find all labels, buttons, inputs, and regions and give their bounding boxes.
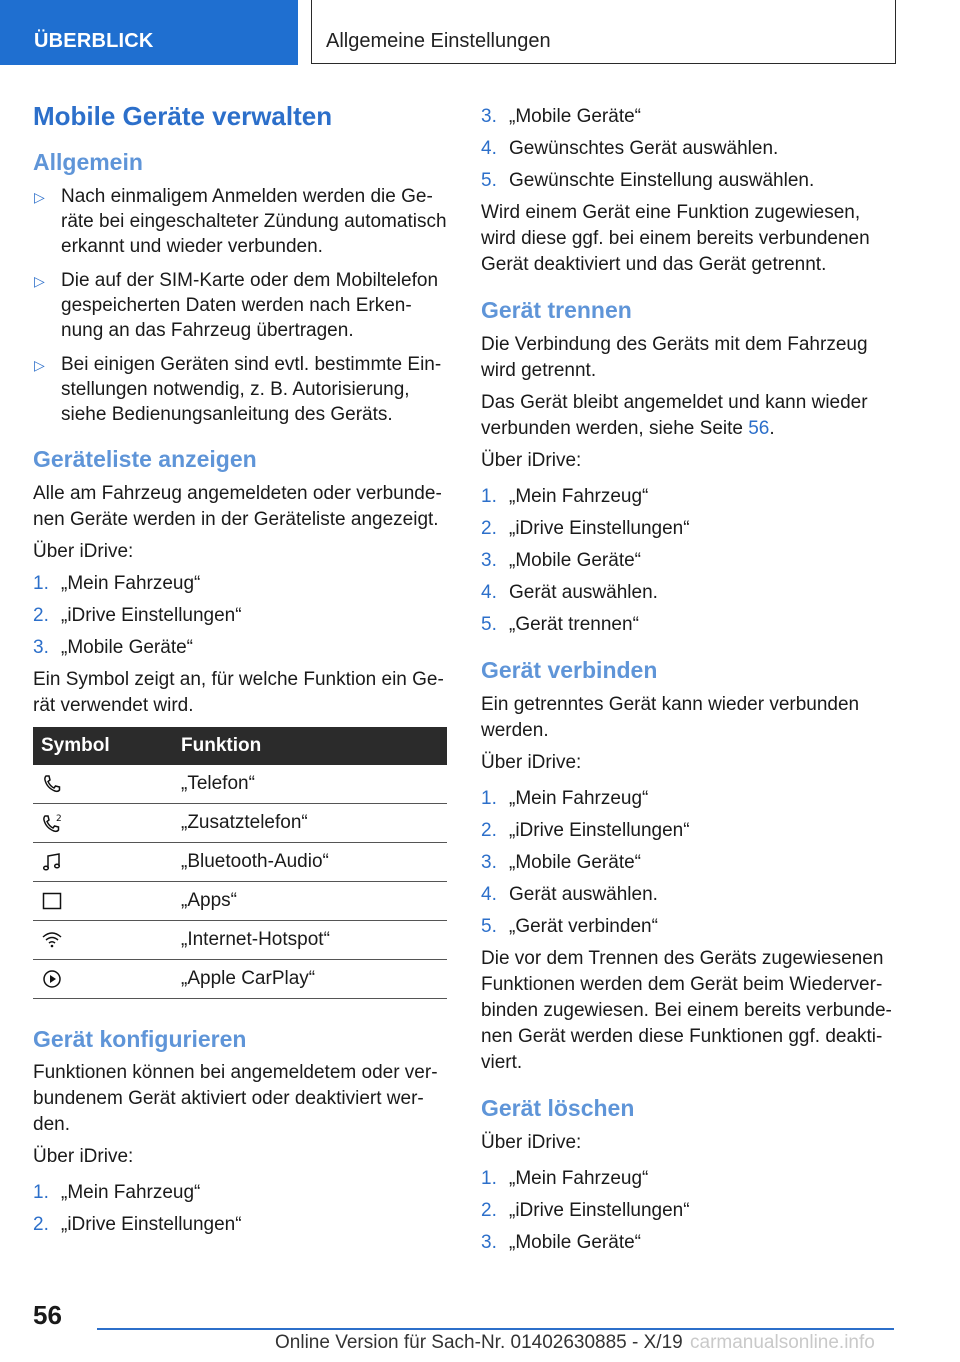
list-item: ▷ Nach einmaligem Anmelden werden die Geräte bei eingeschalteter Zündung automatisch erkannt und wieder verbunden. bbox=[34, 185, 447, 257]
table-row bbox=[33, 765, 447, 804]
list-item: 1. „Mein Fahrzeug“ bbox=[33, 572, 201, 594]
list-item: 1. „Mein Fahrzeug“ bbox=[481, 485, 649, 507]
music-note-icon bbox=[41, 851, 63, 873]
table-row bbox=[33, 920, 447, 959]
table-cell: „Bluetooth-Audio“ bbox=[173, 842, 447, 881]
heading-trennen: Gerät trennen bbox=[481, 297, 632, 323]
table-row bbox=[33, 881, 447, 920]
list-item: 2. „iDrive Einstellungen“ bbox=[481, 517, 690, 539]
paragraph: Über iDrive: bbox=[33, 540, 134, 562]
paragraph: Wird einem Gerät eine Funktion zugewiesen, wird diese ggf. bei einem bereits verbundenen Gerät deaktiviert und das Gerät getrennt. bbox=[481, 202, 870, 275]
table-row bbox=[33, 842, 447, 881]
list-item: 5. Gewünschte Einstellung auswählen. bbox=[481, 170, 815, 191]
list-item: 1. „Mein Fahrzeug“ bbox=[481, 1167, 649, 1189]
paragraph: Ein getrenntes Gerät kann wieder verbunden werden. bbox=[481, 693, 860, 741]
heading-allgemein: Allgemein bbox=[33, 148, 143, 175]
table-row bbox=[33, 803, 447, 842]
paragraph: Über iDrive: bbox=[481, 449, 582, 471]
triangle-bullet-icon: ▷ bbox=[34, 188, 45, 205]
list-item: 1. „Mein Fahrzeug“ bbox=[33, 1182, 201, 1204]
header-section-tab bbox=[0, 0, 298, 65]
page-title: Mobile Geräte verwalten bbox=[33, 101, 333, 131]
paragraph: Die vor dem Trennen des Geräts zugewiesenen Funktionen werden dem Gerät beim Wiederverbinden zugewiesen. Bei einem bereits verbundenen Gerät werden diese Funktionen ggf. deaktiviert. bbox=[481, 947, 892, 1073]
triangle-bullet-icon: ▷ bbox=[34, 272, 45, 289]
list-item: 2. „iDrive Einstellungen“ bbox=[481, 1199, 690, 1221]
list-item: 5. „Gerät verbinden“ bbox=[481, 915, 658, 937]
section-konfigurieren bbox=[33, 1025, 447, 1239]
table-header-function: Funktion bbox=[173, 727, 447, 765]
paragraph: Funktionen können bei angemeldetem oder verbundenem Gerät aktiviert oder deaktiviert werden. bbox=[33, 1062, 438, 1136]
header-section-label: ÜBERBLICK bbox=[34, 30, 154, 52]
heading-loeschen: Gerät löschen bbox=[481, 1094, 635, 1121]
svg-text:2: 2 bbox=[56, 813, 62, 824]
triangle-bullet-icon: ▷ bbox=[34, 356, 45, 373]
table-cell: „Internet-Hotspot“ bbox=[173, 920, 447, 959]
list-item: ▷ Die auf der SIM-Karte oder dem Mobiltelefon gespeicherten Daten werden nach Erkennung an das Fahrzeug übertragen. bbox=[34, 269, 439, 341]
page-number: 56 bbox=[33, 1300, 62, 1330]
paragraph: Das Gerät bleibt angemeldet und kann wieder verbunden werden, siehe Seite 56. bbox=[481, 391, 868, 439]
list-item: 3. „Mobile Geräte“ bbox=[33, 636, 193, 658]
paragraph: Die Verbindung des Geräts mit dem Fahrzeug wird getrennt. bbox=[481, 333, 868, 381]
table-row bbox=[33, 959, 447, 998]
table-cell: „Telefon“ bbox=[173, 765, 447, 804]
list-item: 3. „Mobile Geräte“ bbox=[481, 851, 641, 873]
step-list bbox=[481, 104, 893, 194]
apps-icon bbox=[41, 890, 63, 912]
table-cell: „Zusatztelefon“ bbox=[173, 803, 447, 842]
list-item: 3. „Mobile Geräte“ bbox=[481, 549, 641, 571]
wifi-hotspot-icon bbox=[41, 929, 63, 951]
list-item: 2. „iDrive Einstellungen“ bbox=[481, 819, 690, 841]
list-item: 3. „Mobile Geräte“ bbox=[481, 106, 641, 127]
list-item: 1. „Mein Fahrzeug“ bbox=[481, 787, 649, 809]
step-list bbox=[481, 786, 893, 940]
list-item: 4. Gewünschtes Gerät auswählen. bbox=[481, 138, 779, 159]
header-chapter-box bbox=[311, 0, 896, 64]
heading-verbinden: Gerät verbinden bbox=[481, 656, 658, 683]
left-column bbox=[33, 100, 447, 1244]
paragraph: Über iDrive: bbox=[33, 1146, 134, 1168]
secondary-phone-icon bbox=[41, 812, 63, 834]
table-header-row bbox=[33, 727, 447, 765]
list-item: 5. „Gerät trennen“ bbox=[481, 613, 639, 635]
section-konfigurieren-cont bbox=[481, 104, 893, 278]
table-header-symbol: Symbol bbox=[33, 727, 173, 765]
step-list bbox=[481, 484, 893, 638]
footer-divider bbox=[97, 1328, 894, 1330]
carplay-icon bbox=[41, 968, 63, 990]
list-item: 2. „iDrive Einstellungen“ bbox=[33, 1214, 242, 1236]
heading-geraeteliste: Geräteliste anzeigen bbox=[33, 445, 257, 472]
section-verbinden bbox=[481, 656, 893, 1076]
symbol-table bbox=[33, 727, 447, 999]
header-chapter-label: Allgemeine Einstellungen bbox=[326, 30, 551, 52]
page-reference-link[interactable]: 56 bbox=[748, 417, 770, 439]
paragraph: Alle am Fahrzeug angemeldeten oder verbundenen Geräte werden in der Geräteliste angezeigt. bbox=[33, 482, 442, 530]
watermark: carmanualsonline.info bbox=[690, 1332, 875, 1353]
list-item: 4. Gerät auswählen. bbox=[481, 581, 658, 603]
paragraph: Über iDrive: bbox=[481, 1131, 582, 1153]
list-item: 3. „Mobile Geräte“ bbox=[481, 1231, 641, 1253]
section-allgemein bbox=[33, 148, 447, 427]
section-geraeteliste bbox=[33, 445, 447, 999]
section-loeschen bbox=[481, 1094, 893, 1256]
right-column bbox=[481, 104, 893, 1262]
step-list bbox=[481, 1166, 893, 1256]
list-item: ▷ Bei einigen Geräten sind evtl. bestimmte Einstellungen notwendig, z. B. Autorisierung, siehe Bedienungsanleitung des Geräts. bbox=[34, 353, 442, 425]
section-trennen bbox=[481, 296, 893, 638]
step-list bbox=[33, 1180, 447, 1238]
list-item: 4. Gerät auswählen. bbox=[481, 883, 658, 905]
footer-text: Online Version für Sach-Nr. 01402630885 - X/19 bbox=[275, 1332, 683, 1353]
table-cell: „Apps“ bbox=[173, 881, 447, 920]
heading-konfigurieren: Gerät konfigurieren bbox=[33, 1025, 247, 1052]
paragraph: Ein Symbol zeigt an, für welche Funktion ein Gerät verwendet wird. bbox=[33, 668, 444, 716]
bullet-list bbox=[33, 184, 447, 427]
phone-icon bbox=[41, 773, 63, 795]
table-cell: „Apple CarPlay“ bbox=[173, 959, 447, 998]
list-item: 2. „iDrive Einstellungen“ bbox=[33, 604, 242, 626]
step-list bbox=[33, 571, 447, 661]
paragraph: Über iDrive: bbox=[481, 751, 582, 773]
